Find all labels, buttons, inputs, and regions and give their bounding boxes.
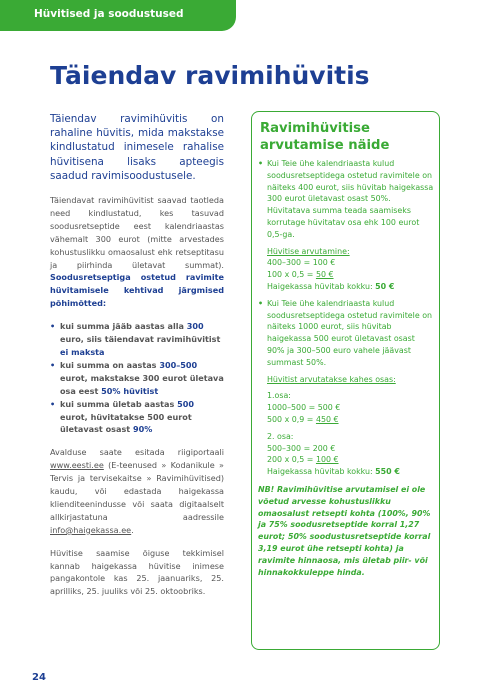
list-item — [50, 320, 224, 359]
list-item-text: kui summa ületab aastas — [60, 398, 178, 409]
eesti-portal-link[interactable]: www.eesti.ee — [50, 460, 104, 471]
calculation-heading: Hüvitise arvutamine: — [267, 246, 350, 256]
list-item-result: ei maksta — [60, 346, 105, 357]
part-heading: 1.osa: — [267, 391, 291, 401]
calculation-text: 200 x 0,5 = — [267, 455, 316, 465]
total-value: 550 € — [375, 467, 400, 477]
list-item-result: 50% hüvitist — [101, 385, 159, 396]
list-item-text: kui summa on aastas — [60, 359, 160, 370]
calculation-result: 100 € — [315, 455, 339, 465]
email-link[interactable]: info@haigekassa.ee — [50, 524, 132, 535]
eligibility-text: Täiendavat ravimihüvitist saavad taotleda need kindlustatud, kes tasuvad soodusretseptide eest kalendriaastas vähemalt 300 eurot (mitte arvestades kohustuslikku omaosalust ehk retseptitasu ja piirhinda ületavat summat). — [50, 195, 224, 270]
payment-paragraph: Hüvitise saamise õiguse tekkimisel kannab haigekassa hüvitise inimese pangakontole kas 25. jaanuariks, 25. aprilliks, 25. juuliks või 25. oktoobriks. — [50, 547, 224, 597]
box-title: Ravimihüvitise arvutamise näide — [260, 121, 390, 153]
part-heading: 2. osa: — [267, 431, 294, 441]
eligibility-paragraph — [50, 194, 224, 310]
application-text: Avalduse saate esitada riigiportaali — [50, 447, 224, 458]
list-item-text: eurot, hüvitatakse 500 eurot ületavast osast — [60, 411, 192, 435]
example-item — [258, 158, 434, 293]
note-text: NB! Ravimihüvitise arvutamisel ei ole võetud arvesse kohustuslikku omaosalust retsepti kohta (100%, 90% ja 75% soodusretseptide korral 1,27 eurot; 50% soodustusretseptide korral 3,19 eurot ühe retsepti kohta) ja ravimite hinnaosa, mis ületab piir- või hinnakokkuleppe hinda. — [258, 484, 431, 577]
page-number: 24 — [32, 672, 46, 683]
application-paragraph — [50, 446, 224, 536]
list-item-amount: 300–500 — [159, 359, 198, 370]
list-item-text: euro, siis täiendavat ravimihüvitist — [60, 334, 221, 345]
calculation-text: 100 x 0,5 = — [267, 270, 316, 280]
calculation-text: 500 x 0,9 = — [267, 414, 316, 424]
list-item — [50, 359, 224, 398]
total-label: Haigekassa hüvitab kokku: — [267, 281, 376, 291]
list-item-amount: 500 — [177, 398, 195, 409]
calculation-result: 450 € — [315, 414, 339, 424]
calculation-example-box — [251, 111, 440, 650]
list-item-text: kui summa jääb aastas alla — [60, 321, 187, 332]
page-title: Täiendav ravimihüvitis — [50, 61, 370, 90]
lead-paragraph: Täiendav ravimihüvitis on rahaline hüvitis, mida makstakse kindlustatud inimesele rahalise hüvitisena lisaks apteegis saadud ravimisoodustusele. — [50, 113, 224, 182]
list-item-text: eurot, makstakse 300 eurot ületava osa eest — [60, 372, 224, 396]
example-item — [258, 298, 434, 478]
calculation-line — [267, 454, 434, 466]
calculation-total — [267, 281, 434, 293]
calculation-line: 500–300 = 200 € — [267, 443, 336, 453]
calculation-total — [267, 466, 434, 478]
principles-list — [50, 320, 224, 436]
section-title: Hüvitised ja soodustused — [34, 8, 184, 20]
calculation-line: 400–300 = 100 € — [267, 258, 336, 268]
section-header-tab — [0, 0, 236, 31]
calculation-heading: Hüvitist arvutatakse kahes osas: — [267, 374, 396, 384]
example-text: Kui Teie ühe kalendriaasta kulud soodusretseptidega ostetud ravimitele on näiteks 1000 eurot, siis hüvitab haigekassa 500 eurot ületavast osast 90% ja 300–500 euro vahele jäävast summast 50%. — [267, 298, 433, 367]
total-label: Haigekassa hüvitab kokku: — [267, 467, 376, 477]
application-text: . — [131, 524, 134, 535]
list-item-amount: 300 — [186, 321, 204, 332]
principles-intro: Soodusretseptiga ostetud ravimite hüvitamisele kehtivad järgmised põhimõtted: — [50, 272, 224, 309]
list-item-result: 90% — [132, 424, 153, 435]
calculation-line: 1000–500 = 500 € — [267, 403, 341, 413]
calculation-line — [267, 269, 434, 281]
total-value: 50 € — [375, 281, 395, 291]
calculation-line — [267, 414, 434, 426]
calculation-result: 50 € — [315, 270, 334, 280]
box-content — [258, 158, 434, 578]
application-text: (E-teenused » Kodanikule » Tervis ja tervisekaitse » Ravimihüvitised) kaudu, või edastada haigekassa klienditeenindusse või saata digitaalselt allkirjastatuna aadressile — [50, 460, 224, 522]
list-item — [50, 398, 224, 437]
main-column — [50, 112, 224, 608]
example-text: Kui Teie ühe kalendriaasta kulud soodusretseptidega ostetud ravimitele on näiteks 400 eurot, siis hüvitab haigekassa 300 eurot ületavast osast 50%. Hüvitatava summa teada saamiseks korrutage hüvitatav osa ehk 100 eurot 0,5-ga. — [267, 159, 434, 239]
